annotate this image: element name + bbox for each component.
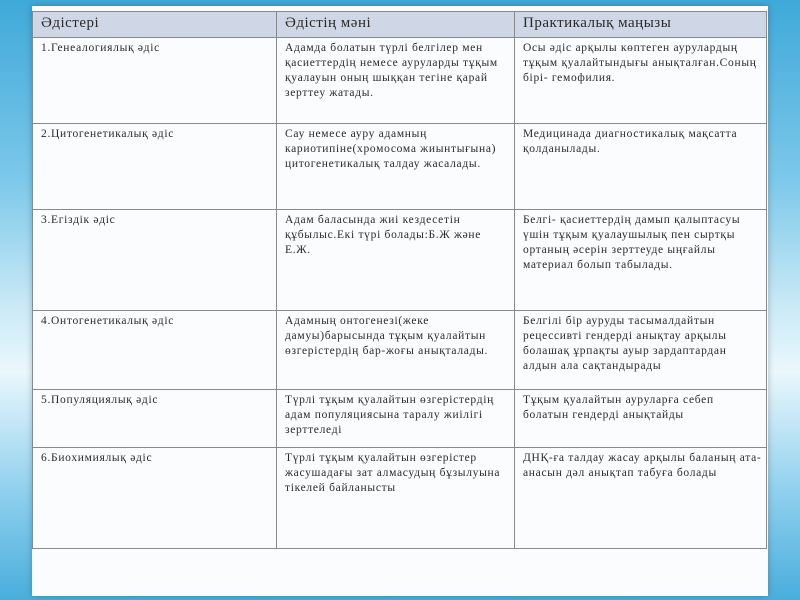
method-essence: Адамда болатын түрлі белгілер мен қасиеттердің немесе ауруларды тұқым қуалауын оның шыққан тегіне қарай зерттеу жатады.: [277, 38, 515, 124]
table-row: [33, 390, 767, 448]
method-name: 6.Биохимиялық әдіс: [33, 448, 277, 549]
method-practical: Белгі- қасиеттердің дамып қалыптасуы үшін тұқым қуалаушылық пен сыртқы ортаның әсерін зерттеуде ыңғайлы материал болып табылады.: [515, 210, 767, 311]
method-essence: Адамның онтогенезі(жеке дамуы)барысында тұқым қуалайтын өзгерістердің бар-жоғы анықталады.: [277, 311, 515, 390]
method-practical: Осы әдіс арқылы көптеген аурулардың тұқым қуалайтындығы анықталған.Соның бірі- гемофилия.: [515, 38, 767, 124]
method-name: 5.Популяциялық әдіс: [33, 390, 277, 448]
table-row: [33, 210, 767, 311]
table-row: [33, 124, 767, 210]
method-practical: ДНҚ-ға талдау жасау арқылы баланың ата-анасын дәл анықтап табуға болады: [515, 448, 767, 549]
table-row: [33, 38, 767, 124]
header-practical: Практикалық маңызы: [515, 12, 767, 38]
method-essence: Түрлі тұқым қуалайтын өзгерістердің адам популяциясына таралу жиілігі зерттеледі: [277, 390, 515, 448]
header-essence: Әдістің мәні: [277, 12, 515, 38]
method-essence: Адам баласында жиі кездесетін құбылыс.Екі түрі болады:Б.Ж және Е.Ж.: [277, 210, 515, 311]
method-name: 1.Генеалогиялық әдіс: [33, 38, 277, 124]
method-name: 4.Онтогенетикалық әдіс: [33, 311, 277, 390]
method-practical: Медицинада диагностикалық мақсатта қолданылады.: [515, 124, 767, 210]
method-name: 2.Цитогенетикалық әдіс: [33, 124, 277, 210]
table-row: [33, 448, 767, 549]
header-row: [33, 12, 767, 38]
method-practical: Тұқым қуалайтын ауруларға себеп болатын гендерді анықтайды: [515, 390, 767, 448]
header-methods: Әдістері: [33, 12, 277, 38]
methods-table: [32, 11, 767, 549]
method-essence: Түрлі тұқым қуалайтын өзгерістер жасушадағы зат алмасудың бұзылуына тікелей байланысты: [277, 448, 515, 549]
document-sheet: [32, 6, 768, 596]
method-practical: Белгілі бір ауруды тасымалдайтын рецессивті гендерді анықтау арқылы болашақ ұрпақты ауыр зардаптардан алдын ала сақтандырады: [515, 311, 767, 390]
table-row: [33, 311, 767, 390]
method-essence: Сау немесе ауру адамның кариотипіне(хромосома жиынтығына) цитогенетикалық талдау жасалады.: [277, 124, 515, 210]
method-name: 3.Егіздік әдіс: [33, 210, 277, 311]
